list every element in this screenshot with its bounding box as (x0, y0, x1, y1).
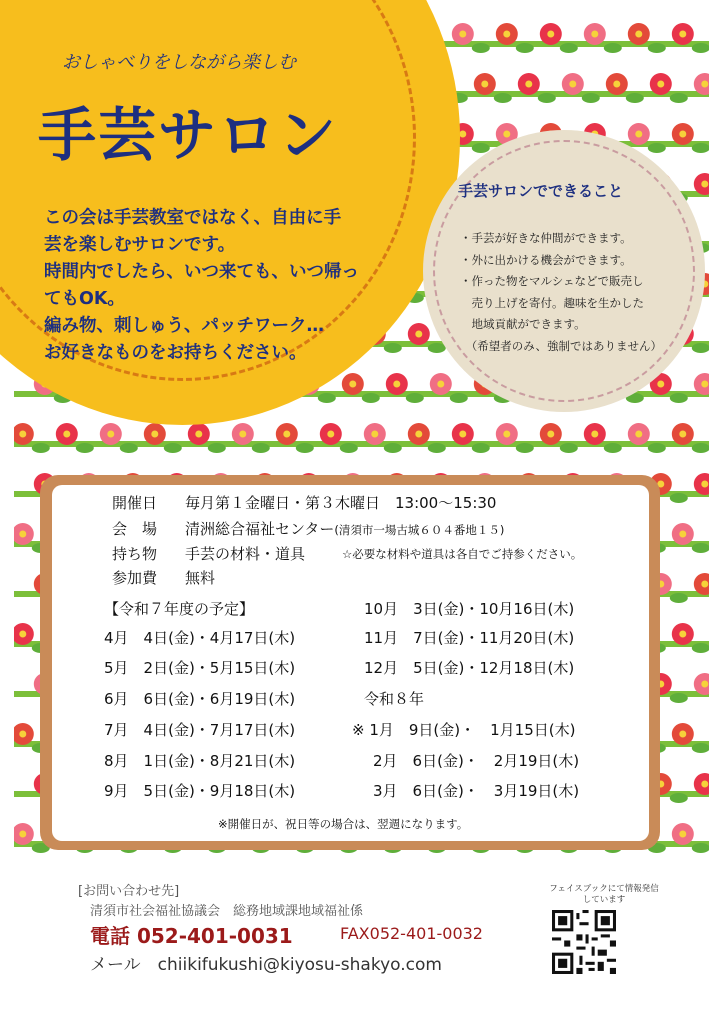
schedule-item: 8月 1日(金)・8月21日(木) (104, 752, 296, 770)
schedule-item: 9月 5日(金)・9月18日(木) (104, 782, 296, 800)
flower-center (525, 81, 532, 88)
leaf (340, 443, 358, 453)
tagline: おしゃべりをしながら楽しむ (62, 52, 296, 73)
leaf (318, 393, 336, 403)
flower-center (503, 31, 510, 38)
fee-value: 無料 (185, 569, 216, 587)
benefits-heading: 手芸サロンでできること (458, 182, 624, 200)
flower-center (503, 131, 510, 138)
leaf (604, 443, 622, 453)
flower-center (459, 131, 466, 138)
leaf (692, 843, 709, 853)
leaf (692, 743, 709, 753)
leaf (208, 443, 226, 453)
list-item: ・外に出かける機会ができます。 (460, 252, 632, 267)
flower-center (679, 131, 686, 138)
bring-note: ☆必要な材料や道具は各自でご持参ください。 (342, 547, 583, 561)
leaf (472, 43, 490, 53)
leaf (604, 43, 622, 53)
leaf (406, 393, 424, 403)
flower-center (415, 331, 422, 338)
leaf (164, 443, 182, 453)
flower-center (679, 831, 686, 838)
flower-center (327, 431, 334, 438)
schedule-item: 3月 6日(金)・ 3月19日(木) (373, 782, 580, 800)
schedule-item: 2月 6日(金)・ 2月19日(木) (373, 752, 580, 770)
schedule-item: 5月 2日(金)・5月15日(木) (104, 659, 296, 677)
venue-name: 清洲総合福祉センター (185, 520, 335, 538)
benefits-list (460, 228, 695, 357)
leaf (384, 443, 402, 453)
flower-center (613, 81, 620, 88)
schedule-item: ※ 1月 9日(金)・ 1月15日(木) (352, 721, 576, 739)
leaf (648, 443, 666, 453)
flower-center (635, 431, 642, 438)
leaf (670, 593, 688, 603)
flower-center (701, 681, 708, 688)
leaf (692, 643, 709, 653)
flower-center (701, 781, 708, 788)
intro-line: てもOK。 (44, 289, 125, 309)
leaf (252, 443, 270, 453)
schedule-item: 11月 7日(金)・11月20日(木) (364, 629, 575, 647)
schedule-heading: 【令和７年度の予定】 (104, 600, 255, 618)
flower-center (701, 581, 708, 588)
flower-center (19, 631, 26, 638)
leaf (670, 493, 688, 503)
flower-center (503, 431, 510, 438)
leaf (516, 43, 534, 53)
flower-center (657, 81, 664, 88)
flower-center (481, 81, 488, 88)
intro-line: 時間内でしたら、いつ来ても、いつ帰っ (44, 262, 359, 282)
schedule-item: 10月 3日(金)・10月16日(木) (364, 600, 575, 618)
venue-label: 会 場 (112, 520, 158, 538)
list-item: 売り上げを寄付。趣味を生かした (460, 295, 644, 310)
list-item: （希望者のみ、強制ではありません） (460, 338, 662, 353)
flower-center (437, 381, 444, 388)
flower-center (19, 731, 26, 738)
intro-line: 芸を楽しむサロンです。 (44, 235, 236, 255)
leaf (626, 93, 644, 103)
flower-center (701, 81, 708, 88)
flower-center (393, 381, 400, 388)
leaf (648, 43, 666, 53)
flower-center (679, 531, 686, 538)
date-label: 開催日 (112, 494, 158, 512)
schedule-item: 6月 6日(金)・6月19日(木) (104, 690, 296, 708)
flower-center (591, 431, 598, 438)
leaf (428, 443, 446, 453)
leaf (120, 443, 138, 453)
flower-center (657, 381, 664, 388)
intro-line: 編み物、刺しゅう、パッチワーク… (44, 316, 324, 336)
flower-center (569, 81, 576, 88)
flower-center (679, 731, 686, 738)
flower-center (19, 831, 26, 838)
flower-center (679, 631, 686, 638)
leaf (560, 43, 578, 53)
flower-center (701, 181, 708, 188)
flower-center (195, 431, 202, 438)
leaf (670, 793, 688, 803)
flower-center (701, 481, 708, 488)
leaf (362, 393, 380, 403)
flower-center (151, 431, 158, 438)
flower-center (459, 431, 466, 438)
fee-label: 参加費 (112, 569, 158, 587)
flower-center (547, 31, 554, 38)
leaf (582, 93, 600, 103)
flower-center (63, 431, 70, 438)
flower-center (371, 431, 378, 438)
schedule-item: 4月 4日(金)・4月17日(木) (104, 629, 296, 647)
flower-center (19, 431, 26, 438)
intro-text (44, 205, 404, 367)
leaf (76, 443, 94, 453)
flower-center (547, 431, 554, 438)
list-item: ・手芸が好きな仲間ができます。 (460, 231, 632, 245)
flower-center (19, 531, 26, 538)
flower-center (107, 431, 114, 438)
leaf (32, 443, 50, 453)
schedule-item: 12月 5日(金)・12月18日(木) (364, 659, 575, 677)
flower-center (239, 431, 246, 438)
flower-center (283, 431, 290, 438)
bring-value: 手芸の材料・道具 (185, 545, 306, 563)
venue-value (185, 518, 504, 539)
flower-center (415, 431, 422, 438)
flower-center (635, 131, 642, 138)
flower-center (635, 31, 642, 38)
facebook-note: フェイスブックにて情報発信しています (549, 884, 659, 905)
flower-center (349, 381, 356, 388)
contact-org: 清須市社会福祉協議会 総務地域課地域福祉係 (90, 904, 364, 919)
page-title: 手芸サロン (38, 101, 339, 169)
leaf (670, 393, 688, 403)
intro-line: この会は手芸教室ではなく、自由に手 (44, 208, 342, 228)
venue-address: (清須市一場古城６０４番地１５) (334, 523, 505, 537)
schedule-note: ※開催日が、祝日等の場合は、翌週になります。 (218, 817, 469, 831)
leaf (560, 443, 578, 453)
qr-code-icon[interactable] (552, 910, 616, 974)
leaf (670, 693, 688, 703)
fax-number: FAX052-401-0032 (340, 924, 483, 943)
leaf (692, 43, 709, 53)
flower-center (591, 31, 598, 38)
leaf (296, 443, 314, 453)
flower-center (679, 431, 686, 438)
list-item: 地域貢献ができます。 (460, 317, 586, 331)
schedule-item: 7月 4日(金)・7月17日(木) (104, 721, 296, 739)
leaf (450, 393, 468, 403)
flower-center (459, 31, 466, 38)
leaf (538, 93, 556, 103)
flower-center (679, 31, 686, 38)
leaf (648, 143, 666, 153)
leaf (516, 443, 534, 453)
leaf (692, 443, 709, 453)
leaf (494, 93, 512, 103)
flower-center (701, 381, 708, 388)
leaf (472, 443, 490, 453)
schedule-year-label: 令和８年 (364, 690, 425, 708)
email-address[interactable]: メール chiikifukushi@kiyosu-shakyo.com (90, 955, 442, 975)
date-value: 毎月第１金曜日・第３木曜日 13:00～15:30 (185, 494, 497, 512)
contact-heading: [お問い合わせ先] (78, 884, 180, 899)
leaf (692, 543, 709, 553)
leaf (692, 143, 709, 153)
bring-label: 持ち物 (112, 545, 158, 563)
tel-number[interactable]: 電話 052-401-0031 (90, 924, 293, 948)
list-item: ・作った物をマルシェなどで販売し (460, 274, 644, 288)
intro-line: お好きなものをお持ちください。 (44, 343, 307, 363)
leaf (670, 93, 688, 103)
